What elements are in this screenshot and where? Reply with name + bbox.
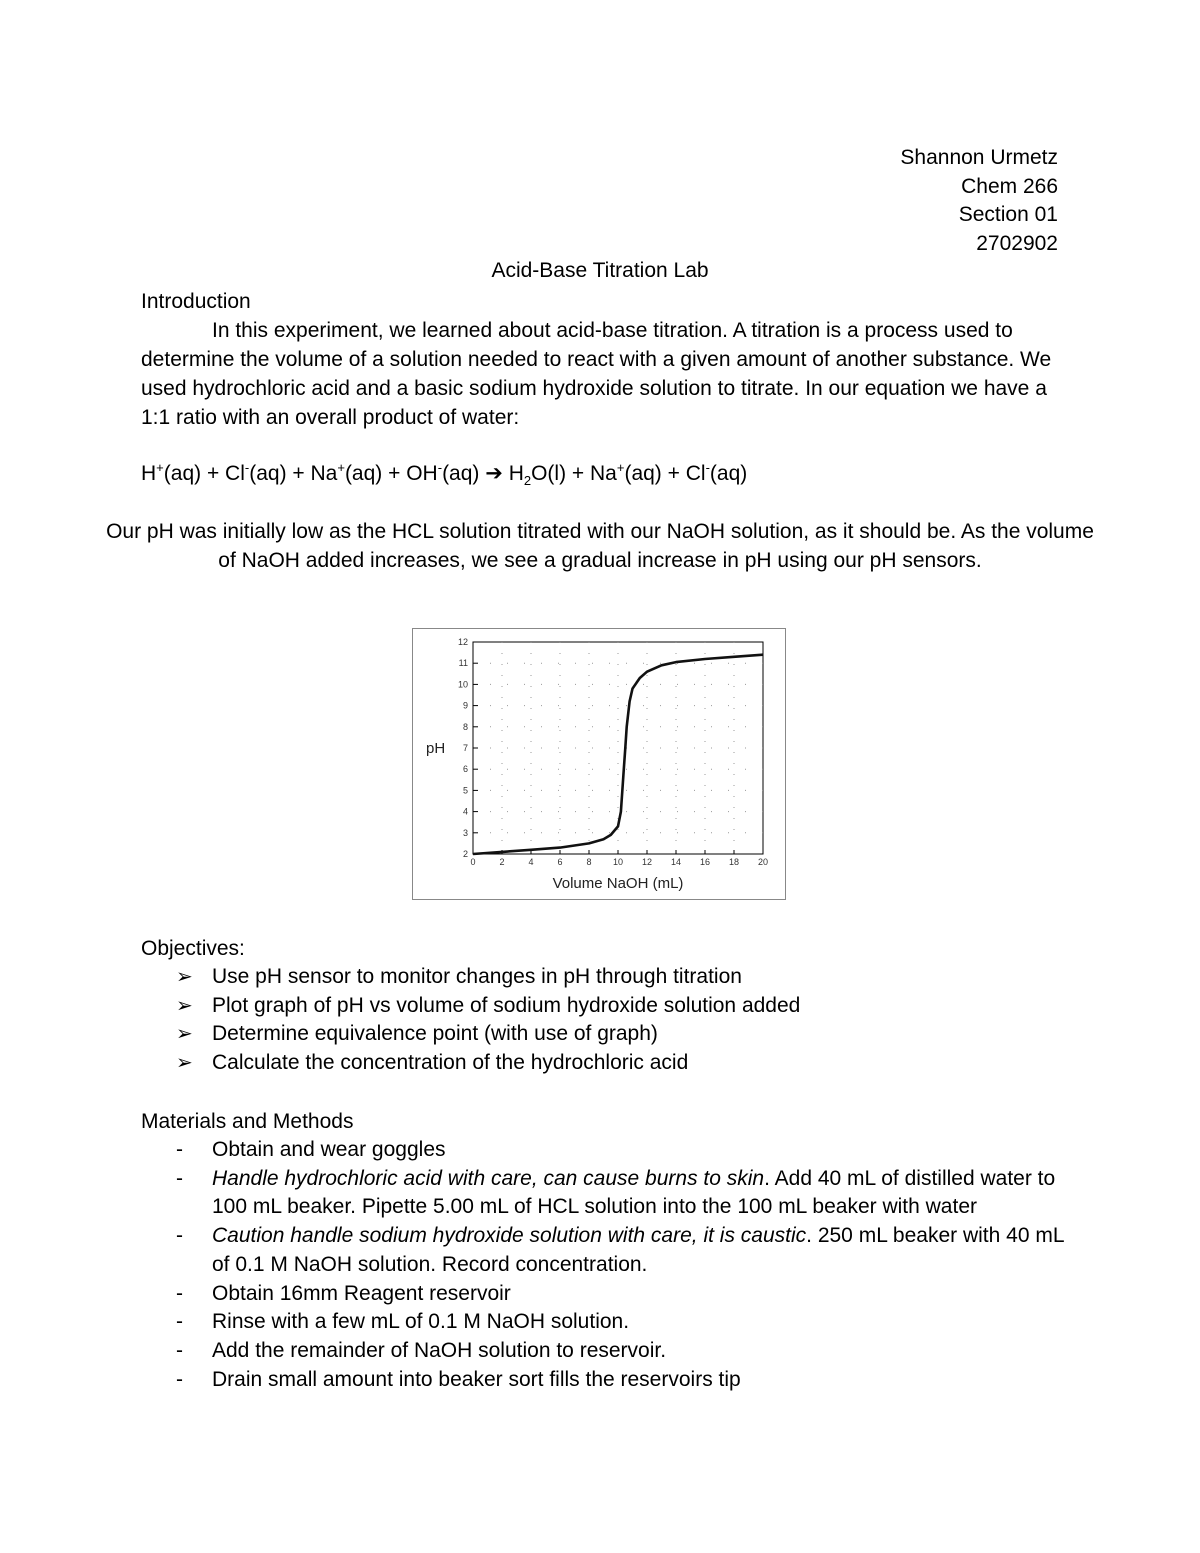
y-tick-label: 4 [462,806,468,817]
objectives-heading: Objectives: [141,937,245,960]
list-item: - Caution handle sodium hydroxide solution with care, it is caustic. 250 mL beaker with 40 mL of 0.1 M NaOH solution. Record concentration. [176,1224,1064,1276]
x-tick-label: 6 [557,857,563,867]
reaction-arrow-icon: ➔ [485,462,503,485]
objectives-list [176,963,1076,1078]
x-tick-label: 12 [641,857,653,867]
list-item: ➢ Use pH sensor to monitor changes in pH through titration [176,963,1076,992]
arrow-bullet-icon: ➢ [176,994,193,1017]
titration-chart [412,628,786,900]
x-tick-label: 8 [586,857,592,867]
y-tick-label: 6 [462,764,468,775]
list-item: ➢ Plot graph of pH vs volume of sodium hydroxide solution added [176,992,1076,1021]
introduction-section [141,287,1061,432]
list-item: - Add the remainder of NaOH solution to reservoir. [176,1338,667,1362]
arrow-bullet-icon: ➢ [176,966,193,988]
document-title: Acid-Base Titration Lab [491,259,709,282]
section-number: Section 01 [958,203,1058,226]
list-item: - Drain small amount into beaker sort fills the reservoirs tip [176,1367,741,1391]
list-item: - Rinse with a few mL of 0.1 M NaOH solution. [176,1310,630,1334]
y-tick-label: 8 [462,721,468,732]
arrow-bullet-icon: ➢ [176,1023,193,1046]
y-tick-label: 11 [458,658,468,669]
x-tick-label: 2 [499,857,505,867]
y-tick-label: 12 [457,637,468,647]
y-tick-label: 3 [462,827,468,838]
y-tick-label: 2 [462,849,468,859]
introduction-paragraph: In this experiment, we learned about acid-base titration. A titration is a process used to determine the volume of a solution needed to react with a given amount of another substance. We used hydrochloric acid and a basic sodium hydroxide solution to titrate. In our equation we have a 1:1 ratio with an overall product of water: [141,319,1052,429]
introduction-heading: Introduction [141,290,251,313]
chemical-equation: H+(aq) + Cl-(aq) + Na+(aq) + OH-(aq) ➔ $H_2O(l) + Na^+(aq) + Cl^-(aq)$ [141,460,748,489]
x-tick-label: 4 [528,857,534,867]
y-tick-label: 9 [462,700,468,711]
y-tick-label: 10 [457,679,468,690]
list-item: ➢ Determine equivalence point (with use of graph) [176,1020,1076,1049]
x-tick-label: 20 [757,857,769,867]
student-id: 2702902 [976,231,1058,255]
ph-statement: Our pH was initially low as the HCL solution titrated with our NaOH solution, as it should be. As the volume of NaOH added increases, we see a gradual increase in pH using our pH sensors. [106,520,1094,572]
list-item: ➢ Calculate the concentration of the hydrochloric acid [176,1049,1076,1078]
y-tick-label: 5 [462,785,468,796]
objectives-section [141,934,1061,963]
author-header [900,144,1058,258]
materials-heading: Materials and Methods [141,1110,354,1133]
materials-list [176,1136,1066,1394]
x-tick-label: 16 [699,857,711,867]
x-tick-label: 0 [470,857,476,867]
list-item: - Obtain 16mm Reagent reservoir [176,1281,511,1305]
materials-section [141,1107,1061,1136]
list-item: - Handle hydrochloric acid with care, can cause burns to skin. Add 40 mL of distilled water to 100 mL beaker. Pipette 5.00 mL of HCL solution into the 100 mL beaker with water [176,1166,1056,1219]
y-axis-label: pH [426,740,446,757]
x-tick-label: 14 [670,857,682,867]
arrow-bullet-icon: ➢ [176,1052,193,1075]
x-tick-label: 18 [728,857,740,867]
x-axis-label: Volume NaOH (mL) [552,875,684,892]
course-name: Chem 266 [961,174,1058,198]
author-name: Shannon Urmetz [900,146,1058,169]
list-item: - Obtain and wear goggles [176,1138,446,1161]
y-tick-label: 7 [462,743,468,753]
x-tick-label: 10 [612,857,624,867]
series-line-ph [473,655,763,854]
